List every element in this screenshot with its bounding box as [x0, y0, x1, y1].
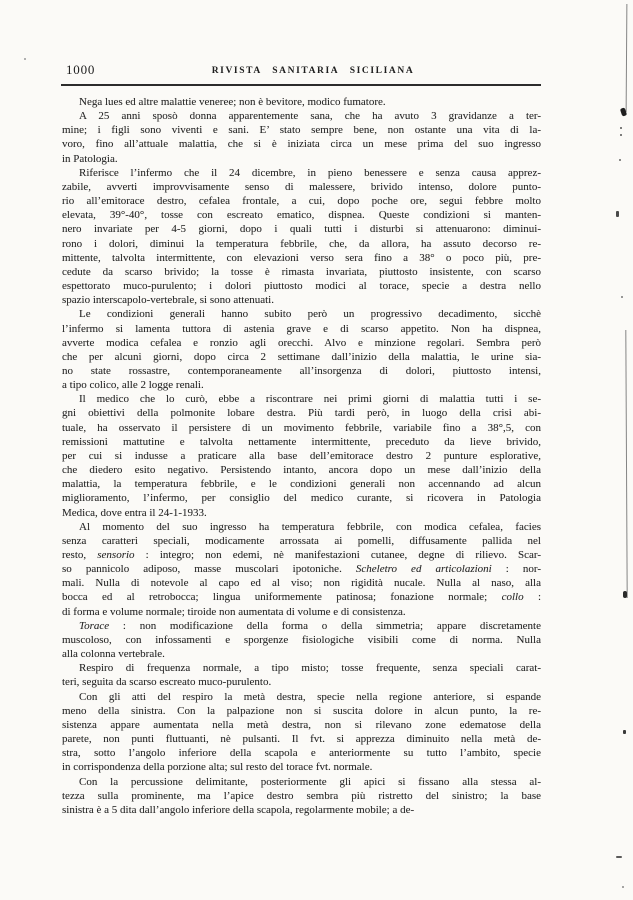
- text-line: tezza sulla prominente, ma l’apice destro sembra più ristretto del sinistro; la base: [62, 789, 541, 802]
- text-line: rio all’emitorace destro, cefalea frontale, a cui, dopo poche ore, segui febbre molto: [62, 195, 541, 208]
- text-line: meno della sinistra. Con la palpazione non si suscita dolore in alcun punto, la re-: [62, 704, 541, 717]
- text-line: senza caratteri speciali, modicamente arrossata ai pomelli, diffusamente pallida nel: [62, 534, 541, 547]
- text-line: tuale, ha osservato il persistere di un movimento febbrile, variabile fino a 38°,5, con: [62, 421, 541, 434]
- text-line: bocca ed al retrobocca; lingua uniformemente patinosa; fonazione normale; collo :: [62, 591, 541, 604]
- page-body: [62, 95, 541, 817]
- text-line: sistenza appare aumentata nella metà destra, non si rilevano zone edematose della: [62, 718, 541, 731]
- header-rule: [61, 84, 541, 86]
- scan-speck: [622, 886, 624, 888]
- text-line: Respiro di frequenza normale, a tipo misto; tosse frequente, senza speciali carat-: [79, 662, 541, 675]
- text-line: Riferisce l’infermo che il 24 dicembre, in pieno benessere e senza causa apprez-: [79, 166, 541, 179]
- text-line: di forma e volume normale; tiroide non aumentata di volume e di consistenza.: [62, 605, 406, 618]
- text-line: mine; i figli sono viventi e sani. E’ stato sempre bene, non ostante una vita di la-: [62, 124, 541, 137]
- scan-speck: [620, 134, 622, 136]
- text-line: sinistra è a 5 dita dall’angolo inferiore della scapola, regolarmente mobile; a de-: [62, 803, 415, 816]
- text-line: mittente, talvolta intermittente, con elevazioni verso sera fino a 38° o poco più, pre-: [62, 251, 541, 264]
- text-line: so pannicolo adiposo, masse muscolari ipotoniche. Scheletro ed articolazioni : nor-: [62, 563, 541, 576]
- scan-speck: [619, 159, 621, 161]
- scan-speck: [623, 591, 627, 598]
- text-line: rono i dolori, diminui la temperatura febbrile, che, da allora, ha assuto decorso re-: [62, 237, 541, 250]
- text-line: no state rossastre, contemporaneamente all’insorgenza di dolori, piuttosto intensi,: [62, 364, 541, 377]
- scan-speck: [620, 127, 622, 129]
- text-line: per cui si indusse a praticare alla base dell’emitorace destro 2 punture esplorative,: [62, 449, 541, 462]
- text-line: nero invariate per 4-5 giorni, dopo i quali tutti i disturbi si attenuarono: diminui-: [62, 223, 541, 236]
- text-line: avverte modica cefalea e ronzio agli orecchi. Alvo e minzione regolari. Sembra però: [62, 336, 541, 349]
- text-line: A 25 anni sposò donna apparentemente sana, che ha avuto 3 gravidanze a ter-: [79, 110, 541, 123]
- text-line: Il medico che lo curò, ebbe a riscontrare nei primi giorni di malattia tutti i se-: [79, 393, 541, 406]
- text-line: a tipo colico, alle 2 logge renali.: [62, 379, 204, 392]
- text-line: parete, non punti fluttuanti, nè pulsanti. Il fvt. si apprezza diminuito nella metà de-: [62, 733, 541, 746]
- text-line: in Patologia.: [62, 152, 118, 165]
- text-line: zabile, avverti improvvisamente senso di malessere, brivido intenso, dolore punto-: [62, 180, 541, 193]
- text-line: malattia, la temperatura febbrile, e le condizioni generali non accennando ad alcun: [62, 478, 541, 491]
- text-line: Medica, dove entra il 24-1-1933.: [62, 506, 207, 519]
- scan-speck: [623, 730, 626, 734]
- text-line: spazio interscapolo-vertebrale, si sono attenuati.: [62, 294, 274, 307]
- text-line: stra, sotto l’angolo inferiore della scapola e anteriormente su tutto l’ambito, specie: [62, 747, 541, 760]
- scan-edge-line: [626, 4, 628, 112]
- text-line: voro, fino all’attuale malattia, che si è iniziata circa un mese prima del suo ingresso: [62, 138, 541, 151]
- text-line: remissioni mattutine e talvolta nettamente intermittente, preceduto da lieve brivido,: [62, 435, 541, 448]
- text-line: alla colonna vertebrale.: [62, 648, 165, 661]
- text-line: l’infermo si lamenta tuttora di astenia grave e di scarso appetito. Non ha dispnea,: [62, 322, 541, 335]
- scan-speck: [24, 58, 26, 60]
- text-line: che diedero esito negativo. Persistendo intanto, ancora dopo un mese dall’inizio della: [62, 464, 541, 477]
- text-line: Con gli atti del respiro la metà destra, specie nella regione anteriore, si espande: [79, 690, 541, 703]
- text-line: Con la percussione delimitante, posteriormente gli apici si fissano alla stessa al-: [79, 775, 541, 788]
- text-line: resto, sensorio : integro; non edemi, nè manifestazioni cutanee, degne di rilievo. Scar-: [62, 549, 541, 561]
- text-line: mali. Nulla di notevole al capo ed al viso; non rigidità nucale. Nulla al naso, alla: [62, 577, 541, 590]
- text-line: cedute da scarso brivido; la tosse è rimasta invariata, piuttosto insistente, con scarso: [62, 265, 541, 278]
- scan-speck: [616, 856, 622, 858]
- text-line: elevata, 39°-40°, tosse con escreato ematico, dispnea. Queste condizioni si manten-: [62, 209, 541, 222]
- text-line: espettorato muco-purulento; i dolori piuttosto modici al torace, specie a destra nello: [62, 280, 541, 293]
- scan-speck: [616, 211, 619, 217]
- text-line: miglioramento, l’infermo, per consiglio del medico curante, si ricovera in Patologia: [62, 492, 541, 505]
- scan-speck: [621, 296, 623, 298]
- text-line: che per alcuni giorni, dopo circa 2 settimane dall’inizio della malattia, le urine sia-: [62, 350, 541, 363]
- scan-edge-line: [625, 330, 627, 598]
- text-line: Torace : non modificazione della forma o della simmetria; appare discretamente: [79, 619, 541, 632]
- text-line: in corrispondenza della porzione alta; sul resto del torace fvt. normale.: [62, 761, 373, 774]
- text-line: Nega lues ed altre malattie veneree; non è bevitore, modico fumatore.: [79, 96, 386, 108]
- journal-title: RIVISTA SANITARIA SICILIANA: [211, 66, 415, 76]
- text-line: Le condizioni generali hanno subito però un progressivo decadimento, sicchè: [79, 308, 541, 321]
- text-line: teri, seguita da scarso escreato muco-purulento.: [62, 676, 272, 689]
- text-line: muscoloso, con infossamenti e sporgenze fisiologiche visibili come di norma. Nulla: [62, 633, 541, 646]
- text-line: Al momento del suo ingresso ha temperatura febbrile, con modica cefalea, facies: [79, 520, 541, 533]
- text-line: gni obiettivi della polmonite lobare destra. Più tardi però, in luogo della crisi abi-: [62, 407, 541, 420]
- page-number: 1000: [66, 62, 96, 77]
